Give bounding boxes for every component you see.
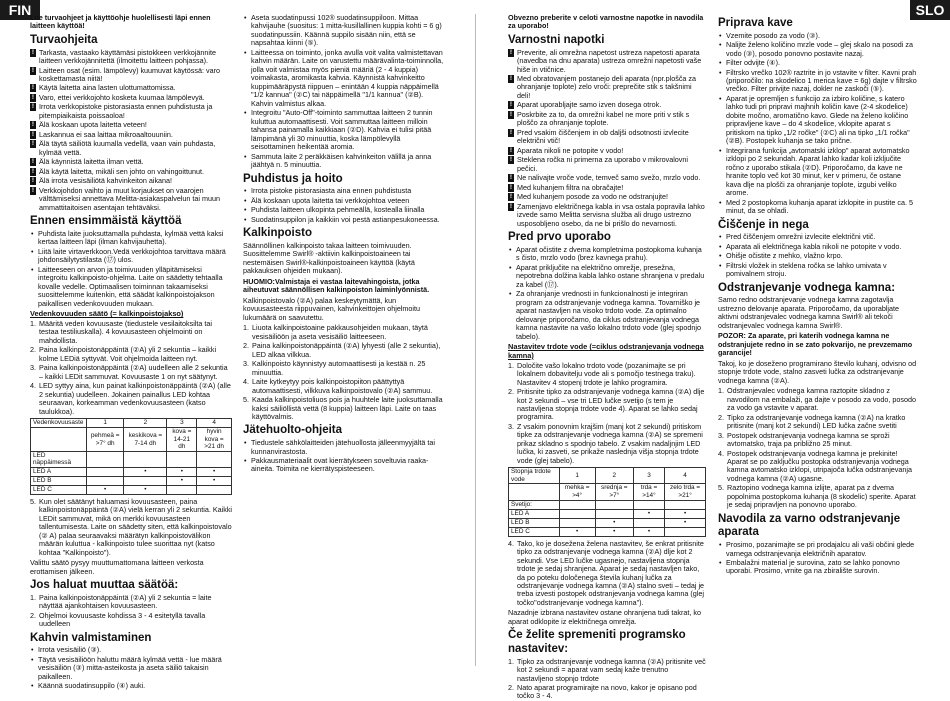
list-item: • Filtrski vložek in steklena ročka se lahko umivata v pomivalnem stroju. (718, 262, 918, 279)
list-item: ! Med kuhanjem posode za vodo ne odstranjujte! (508, 193, 706, 201)
numbered-step (30, 498, 232, 557)
list-item: • Vzemite posodo za vodo (③). (718, 32, 918, 40)
table-cell (595, 500, 633, 509)
step-number: 1. (508, 360, 514, 370)
numbered-step (243, 342, 445, 359)
slo-cleaning-list (718, 233, 918, 278)
list-item: ! Älä käytä laitetta, mikäli sen johto on vahingoittunut. (30, 168, 232, 176)
table-cell (665, 500, 706, 509)
list-item: • Filtrsko vrečko 102® raztrite in jo vstavite v filter. Kavni prah (priporočilo: na skodelico 1 merica kave = 6g) dajte v filtrsko vrečko. Filter privijte nazaj, dokler ne zaskoči (⑤). (718, 69, 918, 94)
table-cell (665, 527, 706, 536)
step-text: Tako, ko je dosežena želena nastavitev, še enkrat pritisnite tipko za odstranjevanje vodnega kamna (②A) dlje kot 2 sekundi. Vse LED lučke ugasnejo, nastavljena stopnja trdote je sedaj shranjena. Aparat je sedaj nastavljen tako, da po poteku določenega števila kuhanj lučka za odstranjevanje vodnega kamna (②A) stalno sveti – tedaj je treba izvesti postopek odstranjevanja vodnega kamna (glej točko"odstranjevanje vodnega kamna"). (517, 538, 705, 607)
step-text: Liuota kalkinpoistoaine pakkausohjeiden mukaan, täytä vesisäiliöön ja aseta vesisäiliö laitteeseen. (252, 323, 428, 341)
table-cell: LED B (509, 518, 560, 527)
numbered-step (718, 432, 918, 449)
numbered-step (30, 320, 232, 345)
step-text: Kaada kalkinpoistoliuos pois ja huuhtele laite juoksuttamalla kaksi säiliöllistä vettä (8 kuppia) laitteen läpi. Laite on taas käyttövalmis. (252, 395, 443, 421)
list-item: • Laitteessa on toiminto, jonka avulla voit valita valmistettavan kahvin määrän. Laite on varustettu määrävalinta-toiminnolla, jolla voit valmistaa myös pieniä määriä (2 - 4 kuppia) voimakasta, aromikasta kahvia. Käynnistä kahvinkeitto kuppimääräpystä riippuen – enintään 4 kuppia näppäimellä "1/2 kannua" (②C) tai näppäimellä "1/1 kannua" (②B). Kahvin valmistus alkaa. (243, 49, 445, 108)
fin-descale-title: Kalkinpoisto (243, 227, 313, 240)
table-row (31, 467, 232, 476)
step-number: 1. (30, 592, 36, 602)
list-item: • Laitteeseen on arvon ja toimivuuden ylläpitämiseksi integroitu kalkinpoisto-ohjelma. Laite on säädetty tehtaalla kovalle vedelle. Optimaalisen toiminnan takaamiseksi suosittelemme kuitenkin, että säädät kalkinpoistojakson paikallisen vedenkovuuden mukaan. (30, 266, 232, 308)
table-cell: • (665, 518, 706, 527)
table-cell (167, 451, 197, 467)
list-item: • Älä koskaan upota laitetta tai verkkojohtoa veteen (243, 197, 445, 205)
list-item: • Integrirana funkcija „avtomatski izklop" aparat avtomatsko izklopi po 2 sekundah. Aparat lahko kadar koli izključite ročno z uporabo stikala (②D). Priporočamo, da kave ne hranite toplo več kot 30 minut, ker v primeru, če ostane kava dlje na plošči za ohranjanje toplote, izgubi veliko arome. (718, 147, 918, 198)
list-item: ! Pred vsakim čiščenjem in ob daljši odsotnosti izvlecite električni vtič! (508, 129, 706, 146)
fin-brewing-continued (243, 14, 445, 170)
fin-descale-warning: HUOMIO:Valmistaja ei vastaa laitevahingoista, jotka aiheutuvat säännöllisen kalkinpoiston laiminlyönnistä. (243, 276, 430, 295)
table-cell: Vedenkovuusaste (31, 419, 87, 428)
list-item: • Puhdista laitteen ulkopinta pehmeällä, kostealla liinalla (243, 206, 445, 214)
table-cell: LED A (31, 467, 87, 476)
slo-first-use-list (508, 246, 706, 341)
list-item: ! Med kuhanjem filtra na obračajte! (508, 184, 706, 192)
step-number: 4. (30, 381, 36, 391)
list-item: • Täytä vesisäiliöön haluttu määrä kylmää vettä - lue määrä vesisäiliön (③) mitta-asteikosta ja aseta säiliö takaisin paikalleen. (30, 656, 232, 681)
numbered-step (30, 612, 232, 629)
table-cell (31, 428, 87, 452)
table-cell: LED C (31, 485, 87, 494)
fin-disposal-list (243, 439, 445, 474)
table-cell: trda = >14° (633, 484, 664, 500)
step-text: Ohjelmoi kovuusaste kohdissa 3 - 4 esitetyllä tavalla uudelleen (39, 610, 206, 629)
slo-hardness-steps (508, 362, 706, 466)
step-number: 4. (243, 377, 249, 387)
slo-brewing-list (718, 32, 918, 216)
fin-brewing-list (30, 646, 232, 690)
table-cell: mehka = >4° (559, 484, 595, 500)
step-text: Paina kalkinpoistonäppäintä (②A) lyhyesti (alle 2 sekuntia), LED alkaa vilkkua. (252, 341, 441, 359)
table-header-row (31, 419, 232, 428)
slo-saved-note: Nazadnje izbrana nastavitev ostane ohranjena tudi takrat, ko aparat odklopite iz električnega omrežja. (508, 608, 701, 626)
table-cell: 2 (595, 468, 633, 484)
fin-brewing-title: Kahvin valmistaminen (30, 631, 152, 644)
slo-descale-warning: POZOR: Za aparate, pri katerih vodnega kamna ne odstranjujete redno in se zato pokvarijo, ne prevzemamo garancije! (718, 331, 913, 358)
slo-hardness-table (508, 467, 706, 536)
list-item: ! Älä irrota vesisäiliötä kahvinkeiton aikana! (30, 177, 232, 185)
slo-change-steps (508, 658, 706, 701)
numbered-step (243, 324, 445, 341)
slo-safety-title: Varnostni napotki (508, 33, 605, 46)
list-item: • Aparat je opremljen s funkcijo za izbiro količine, s katero lahko tudi pri pripravi majhnih količin kave (2-4 skodelice) dobite močno, aromatično kavo. Glede na želeno količino pripravljene kave – do 4 skodelice, vklopite aparat s pritiskom na tipko „1/2 ročke" (②C) ali na tipko „1/1 ročka" (②B). Postopek kuhanja se tako prične. (718, 95, 918, 146)
list-item: • Liitä laite virtaverkkoon.Vedä verkkojohtoa tarvittava määrä johdonsäilytystilasta (⑰) ulos. (30, 248, 232, 265)
table-cell (559, 509, 595, 518)
slo-after-table (508, 540, 706, 608)
list-item: • Tiedustele sähkölaitteiden jätehuollosta jälleenmyyjältä tai kunnanvirastosta. (243, 439, 445, 456)
numbered-step (508, 423, 706, 465)
list-item: • Irrota pistoke pistorasiasta aina ennen puhdistusta (243, 187, 445, 195)
list-item: • Puhdista laite juoksuttamalla puhdasta, kylmää vettä kaksi kertaa laitteen läpi (ilman kahvijauhetta). (30, 230, 232, 247)
table-cell: Svetijo: (509, 500, 560, 509)
list-item: • Suodatinsuppilon ja kaikkiin voi pestä astianpesukoneessa. (243, 216, 445, 224)
list-item: • Nalijte želeno količino mrzle vode – glej skalo na posodi za vodo (③), posodo ponovno postavite nazaj. (718, 41, 918, 58)
numbered-step (718, 450, 918, 484)
numbered-step (508, 362, 706, 387)
list-item: ! Zamenjavo električnega kabla in vsa ostala popravila lahko izvede samo Melitta servisna služba ali drugo ustrezno usposobljeno osebo, da ne bi prišlo do nevarnosti. (508, 203, 706, 228)
slo-disposal-title: Navodila za varno odstranjevanje aparata (718, 512, 901, 539)
table-cell: • (124, 485, 167, 494)
table-subheader-row (31, 428, 232, 452)
slo-column-2 (718, 14, 918, 668)
step-number: 1. (508, 656, 514, 666)
list-item: ! Aparata nikoli ne potopite v vodo! (508, 147, 706, 155)
step-text: Postopek odstranjevanja vodnega kamna se sproži avtomatsko, traja pa približno 25 minut. (727, 430, 890, 449)
fin-change-title: Jos haluat muuttaa säätöä: (30, 579, 179, 592)
list-item: ! Med obratovanjem postanejo deli aparata (npr.plošča za ohranjanje toplote) zelo vroči: preprečite stik s takšnimi deli! (508, 75, 706, 100)
table-cell (124, 476, 167, 485)
table-row (31, 485, 232, 494)
table-cell: 4 (197, 419, 232, 428)
table-row (509, 500, 706, 509)
table-cell (87, 451, 124, 467)
table-row (31, 451, 232, 467)
table-header-row (509, 468, 706, 484)
step-number: 2. (508, 683, 514, 692)
numbered-step (243, 396, 445, 421)
list-item: • Med 2 postopkoma kuhanja aparat izklopite in pustite ca. 5 minut, da se ohladi. (718, 199, 918, 216)
step-number: 5. (30, 496, 36, 506)
slo-descale-steps (718, 387, 918, 510)
table-cell: 3 (167, 419, 197, 428)
fin-change-steps (30, 594, 232, 629)
table-cell (167, 485, 197, 494)
step-text: Kalkinpoisto käynnistyy automaattisesti ja kestää n. 25 minuuttia. (252, 359, 426, 377)
step-number: 3. (508, 421, 514, 431)
list-item: • Pred čiščenjem omrežni izvlecite električni vtič. (718, 233, 918, 241)
language-tab-fin: FIN (0, 0, 40, 20)
step-text: Laite kytkeytyy pois kalkinpoistopiiton päättyttyä automaattisesti, vilkkuva kalkinpoistovalo (②A) sammuu. (252, 377, 433, 395)
step-number: 4. (718, 448, 724, 458)
step-number: 5. (243, 395, 249, 405)
list-item: ! Aparat uporabljajte samo izven dosega otrok. (508, 101, 706, 109)
step-number: 1. (718, 386, 724, 396)
table-cell: • (167, 476, 197, 485)
slo-disposal-list (718, 541, 918, 576)
table-cell: hyvin kova = >21 dh (197, 428, 232, 452)
step-text: Kun olet säätänyt haluamasi kovuusasteen, paina kalkinpoistonäppäintä (②A) vielä kerran yli 2 sekuntia. Kaikki LEDit sammuvat, mikä on merkki kovuusasteen tallentumisesta. Laite on säädetty siten, että kalkinpoistovalo (② A) palaa seuraavaksi määrätyn kalkinpoistovälikon määrän kuluttua - kalkinpoisto tulee suorittaa nyt (katso kohtaa "Kalkinpoisto"). (39, 496, 233, 557)
list-item: • Aparata ali električnega kabla nikoli ne potopite v vodo. (718, 243, 918, 251)
step-number: 3. (30, 363, 36, 373)
list-item: • Aseta suodatinpussi 102® suodatinsuppiloon. Mittaa kahvijauhe (suositus: 1 mitta-kusillallinen kuppia kohti = 6 g) suodatinpussiin. Käännä suppilo sisään niin, että se napsahtaa kiinni (⑤). (243, 14, 445, 48)
table-cell: pehmeä = >7° dh (87, 428, 124, 452)
table-cell: • (633, 527, 664, 536)
step-text: LED syttyy aina, kun painat kalkinpoistonäppäintä (②A) (alle 2 sekuntia) uudelleen. Jokainen painallus LED kohtaa seuraavan, korkeamman vedenkovuusasteen (katso taulukkoa). (39, 381, 231, 416)
list-item: ! Preverite, ali omrežna napetost ustreza napetosti aparata (navedba na dnu aparata) ustreza omrežni napetosti vaše hiše in vtičnice. (508, 49, 706, 74)
numbered-step (718, 414, 918, 431)
step-number: 1. (30, 318, 36, 328)
fin-column-1 (30, 13, 233, 691)
list-item: • Aparat očistite z dvema kompletnima postopkoma kuhanja s čisto, mrzlo vodo (brez kavnega prahu). (508, 246, 706, 263)
table-cell: • (167, 467, 197, 476)
step-text: Paina kalkinpoistonäppäintä (②A) uudelleen alle 2 sekuntia – kaikki LEDit sammuvat. Kovuusaste 1 on nyt säätynyt. (39, 363, 228, 381)
slo-first-use-title: Pred prvo uporabo (508, 231, 611, 244)
slo-descale-lamp: Takoj, ko je doseženo programirano število kuhanj, odvisno od stopnje trdote vode, stalno zasveti lučka za odstranjevanje vodnega kamna (②A). (718, 358, 917, 385)
step-number: 3. (718, 430, 724, 440)
fin-after-table (30, 498, 232, 557)
step-text: Paina kalkinpoistonäppäintä (②A) yli 2 sekuntia – kaikki kolme LEDiä syttyvät. Voit ohjelmoida laitteen nyt. (39, 345, 217, 363)
table-cell (87, 467, 124, 476)
numbered-step (30, 594, 232, 611)
language-tab-slo: SLO (910, 0, 950, 20)
table-cell: LED C (509, 527, 560, 536)
slo-descale-intro: Samo redno odstranjevanje vodnega kamna zagotavlja ustrezno delovanje aparata. Priporočamo, da uporabljate aktivni odstranjevalec vodnega kamna Swirl® ali tekoči odstranjevalec vodnega kamna Swirl®. (718, 295, 900, 330)
table-cell (633, 500, 664, 509)
step-number: 4. (508, 538, 514, 548)
table-cell: • (197, 467, 232, 476)
numbered-step (508, 540, 706, 608)
fin-descale-lamp: Kalkinpoistovalo (②A) palaa keskeytymättä, kun kovuusasteesta riippuvainen, kahvinkeittojen ohjelmoitu lukumäärä on saavutettu. (243, 295, 420, 322)
numbered-step (508, 388, 706, 422)
list-item: • Za ohranjanje vrednosti in funkcionalnosti je integriran program za odstranjevanje vodnega kamna. Tovarniško je aparat nastavljen na visoko trdoto vode. Za optimalno delovanje priporočamo, da ciklus odstranjevanja vodnega kamna nastavite na vašo lokalno trdoto vode (glej spodnjo tabelo). (508, 290, 706, 341)
step-text: Nato aparat programirajte na novo, kakor je opisano pod točko 3 - 4. (517, 683, 697, 701)
table-cell (595, 509, 633, 518)
list-item: ! Varo, ettei verkkojohto kosketa kuumaa lämpölevyä. (30, 94, 232, 102)
table-cell: • (595, 527, 633, 536)
table-cell: • (197, 476, 232, 485)
numbered-step (30, 382, 232, 416)
table-cell: srednja = >7° (595, 484, 633, 500)
fin-lead: Lue turvaohjeet ja käyttöohje huolellisesti läpi ennen laitteen käyttöä! (30, 13, 211, 31)
slo-hardness-subtitle: Nastavitev trdote vode (=ciklus odstranjevanja vodnega kamna) (508, 342, 704, 360)
list-item: • Embalažni material je surovina, zato se lahko ponovno uporabi. Prosimo, vrnite ga na zbiralište surovin. (718, 559, 918, 576)
fin-column-2 (243, 14, 445, 668)
list-item: • Integroitu "Auto-Off"-toiminto sammuttaa laitteen 2 tunnin kuluttua automaattisesti. Voit sammuttaa laitteen milloin tahansa painamalla kaikkiaan (②D). Kahvia ei tulisi pitää lämpimänä yli 30 minuuttia, koska lämpölevyllä seisottaminen heikentää aromia. (243, 109, 445, 151)
list-item: ! Laskannua ei saa laittaa mikroaaltouuniin. (30, 131, 232, 139)
table-cell: Stopnja trdote vode (509, 468, 560, 484)
slo-lead: Obvezno preberite v celoti varnostne napotke in navodila za uporabo! (508, 13, 704, 31)
numbered-step (30, 364, 232, 381)
step-text: Tipko za odstranjevanje vodnega kamna (②A) pritisnite več kot 2 sekundi = aparat vam sedaj kaže trenutno nastavljeno stopnjo trdote (517, 656, 706, 683)
list-item: ! Tarkasta, vastaako käyttämäsi pistokkeen verkkojännite laitteen verkkojännitettä (ilmoitettu laitteen pohjassa). (30, 49, 232, 66)
list-item: • Prosimo, pozanimajte se pri prodajalcu ali vaši občini glede varnega odstranjevanja električnih aparatov. (718, 541, 918, 558)
page-divider (475, 14, 476, 666)
table-cell (559, 500, 595, 509)
fin-descale-steps (243, 324, 445, 421)
step-text: Paina kalkinpoistonäppäintä (②A) yli 2 sekuntia = laite näyttää ajankohtaisen kovuusasteen. (39, 592, 212, 611)
fin-hardness-table (30, 418, 232, 495)
table-cell (124, 451, 167, 467)
table-cell (633, 518, 664, 527)
step-number: 2. (30, 610, 36, 620)
table-row (509, 527, 706, 536)
table-cell: • (87, 485, 124, 494)
table-cell: 3 (633, 468, 664, 484)
table-cell: LED B (31, 476, 87, 485)
fin-first-use-title: Ennen ensimmäistä käyttöä (30, 215, 182, 228)
step-text: Raztopino vodnega kamna izlijte, aparat pa z dvema popolnima postopkoma kuhanja (8 skodelic) sperite. Aparat je sedaj pripravljen na ponovno uporabo. (727, 483, 916, 510)
numbered-step (243, 378, 445, 395)
table-cell (197, 451, 232, 467)
fin-hardness-steps (30, 320, 232, 416)
table-cell: LED A (509, 509, 560, 518)
table-cell (87, 476, 124, 485)
list-item: ! Steklena ročka ni primerna za uporabo v mikrovalovni pečici. (508, 156, 706, 173)
table-subheader-row (509, 484, 706, 500)
fin-cleaning-list (243, 187, 445, 224)
list-item: • Aparat priključite na električno omrežje, presežna, nepotrebna dolžina kabla lahko ostane shranjena v predalu za kabel (⑰). (508, 264, 706, 289)
step-number: 2. (30, 345, 36, 355)
fin-safety-list (30, 49, 232, 213)
step-text: Pritisnite tipko za odstranjevanje vodnega kamna (②A) dlje kot 2 sekundi – vse tri LED lučke svetijo (s tem je nastavljena stopnja trdote vode 4). Aparat se lahko sedaj programira. (517, 387, 705, 422)
table-cell (197, 485, 232, 494)
table-row (31, 476, 232, 485)
table-cell: • (559, 527, 595, 536)
numbered-step (243, 360, 445, 377)
table-cell: 1 (559, 468, 595, 484)
step-number: 3. (243, 359, 249, 369)
step-text: Tipko za odstranjevanje vodnega kamna (②A) na kratko pritisnite (manj kot 2 sekundi) LED lučka začne svetiti (727, 412, 906, 431)
list-item: ! Laitteen osat (esim. lämpölevy) kuumuvat käytössä: varo koskettamasta niitä! (30, 67, 232, 84)
table-cell (559, 518, 595, 527)
table-cell: kova = 14-21 dh (167, 428, 197, 452)
fin-first-use-list (30, 230, 232, 308)
table-cell: • (665, 509, 706, 518)
fin-safety-title: Turvaohjeita (30, 33, 98, 46)
fin-saved-note: Valittu säätö pysyy muuttumattomana laitteen verkosta erottamisen jälkeen. (30, 558, 204, 576)
slo-brewing-title: Priprava kave (718, 17, 793, 29)
table-cell: LED näppäimessä (31, 451, 87, 467)
fin-cleaning-title: Puhdistus ja hoito (243, 172, 343, 185)
step-text: Postopek odstranjevanja vodnega kamna je prekinite! Aparat se po zaključku postopka odstranjevanja vodnega kamna avtomatsko izklopi, utripajoča lučka odstranjevanja vodnega kamna (②A) ugasne. (727, 448, 912, 483)
list-item: • Sammuta laite 2 peräkkäisen kahvinkeiton välillä ja anna jäähtyä n. 5 minuuttia. (243, 153, 445, 170)
numbered-step (718, 484, 918, 509)
step-number: 2. (718, 412, 724, 422)
list-item: • Irrota vesisäiliö (③). (30, 646, 232, 654)
list-item: • Käännä suodatinsuppilo (④) auki. (30, 682, 232, 690)
table-cell: • (633, 509, 664, 518)
step-text: Določite vašo lokalno trdoto vode (pozanimajte se pri lokalnem dobavitelju vode ali s pomočjo testnega traku). Nastavitev 4 stopenj trdote je lahko programira. (517, 360, 696, 387)
table-cell: zelo trda = >21° (665, 484, 706, 500)
list-item: • Filter odvijte (④). (718, 59, 918, 67)
table-cell: 2 (124, 419, 167, 428)
table-row (509, 518, 706, 527)
table-cell: keskikova = 7-14 dh (124, 428, 167, 452)
list-item: ! Älä koskaan upota laitetta veteen! (30, 121, 232, 129)
list-item: • Ohišje očistite z mehko, vlažno krpo. (718, 252, 918, 260)
numbered-step (30, 346, 232, 363)
step-number: 1. (243, 323, 249, 333)
list-item: ! Irrota verkkopistoke pistorasiasta ennen puhdistusta ja pitempiaikaista poissaoloa! (30, 103, 232, 120)
list-item: ! Käytä laitetta aina lasten ulottumattomissa. (30, 84, 232, 92)
numbered-step (718, 387, 918, 412)
table-cell: 1 (87, 419, 124, 428)
fin-hardness-subtitle: Vedenkovuuden säätö (= kalkinpoistojakso) (30, 309, 184, 319)
list-item: ! Älä täytä säiliötä kuumalla vedellä, vaan vain puhdasta, kylmää vettä. (30, 140, 232, 157)
table-cell (509, 484, 560, 500)
table-cell: • (595, 518, 633, 527)
slo-cleaning-title: Čiščenje in nega (718, 218, 809, 231)
table-cell: • (124, 467, 167, 476)
list-item: ! Poskrbite za to, da omrežni kabel ne more priti v stik s ploščo za ohranjanje toplote. (508, 111, 706, 128)
list-item: ! Verkkojohdon vaihto ja muut korjaukset on vaarojen välttämiseksi annettava Melitta-asiakaspalvelun tai muun ammattitaitoisen asentajan tehtäväksi. (30, 187, 232, 212)
step-text: Odstranjevalec vodnega kamna raztopite skladno z navodilom na embalaži, ga dajte v posodo za vodo, posodo za vodo ga vstavite v aparat. (727, 386, 916, 413)
step-text: Määritä veden kovuusaste (tiedustele vesilaitoksilta tai testaa testiliuskalla). 4 kovuusasteen ohjelmointi on mahdollista. (39, 318, 212, 345)
list-item: • Pakkausmateriaalit ovat kierrätykseen soveltuvia raaka-aineita. Toimita ne kierrätyspisteeseen. (243, 457, 445, 474)
slo-safety-list (508, 49, 706, 229)
fin-disposal-title: Jätehuolto-ohjeita (243, 424, 343, 437)
table-cell: 4 (665, 468, 706, 484)
step-number: 5. (718, 483, 724, 493)
step-number: 2. (243, 341, 249, 351)
list-item: ! Älä käynnistä laitetta ilman vettä. (30, 158, 232, 166)
numbered-step (508, 684, 706, 701)
slo-column-1 (508, 13, 706, 701)
step-number: 2. (508, 387, 514, 397)
table-row (509, 509, 706, 518)
slo-descale-title: Odstranjevanje vodnega kamna: (718, 281, 896, 294)
slo-change-title: Če želite spremeniti programsko nastavitev: (508, 629, 686, 655)
list-item: ! Ne nalivajte vroče vode, temveč samo svežo, mrzlo vodo. (508, 174, 706, 182)
fin-descale-intro: Säännöllinen kalkinpoisto takaa laitteen toimivuuden. Suosittelemme Swirl® -aktiivin kalkinpoistoaineen tai nestemäisen Swirl®-kalkinpoistoaineen käyttöä (käytä pakkauksen ohjeiden mukaan). (243, 240, 415, 276)
numbered-step (508, 658, 706, 683)
step-text: Z vsakim ponovnim krajšim (manj kot 2 sekundi) pritiskom tipke za odstranjevanje vodnega kamna (②A) se spremeni prikaz skladno s spodnjo tabelo. Z vsakim nadaljnjim LED lučka, ki zasveti, se prikaže naslednja višja stopnja trdote vode (glej tabelo). (517, 421, 703, 465)
